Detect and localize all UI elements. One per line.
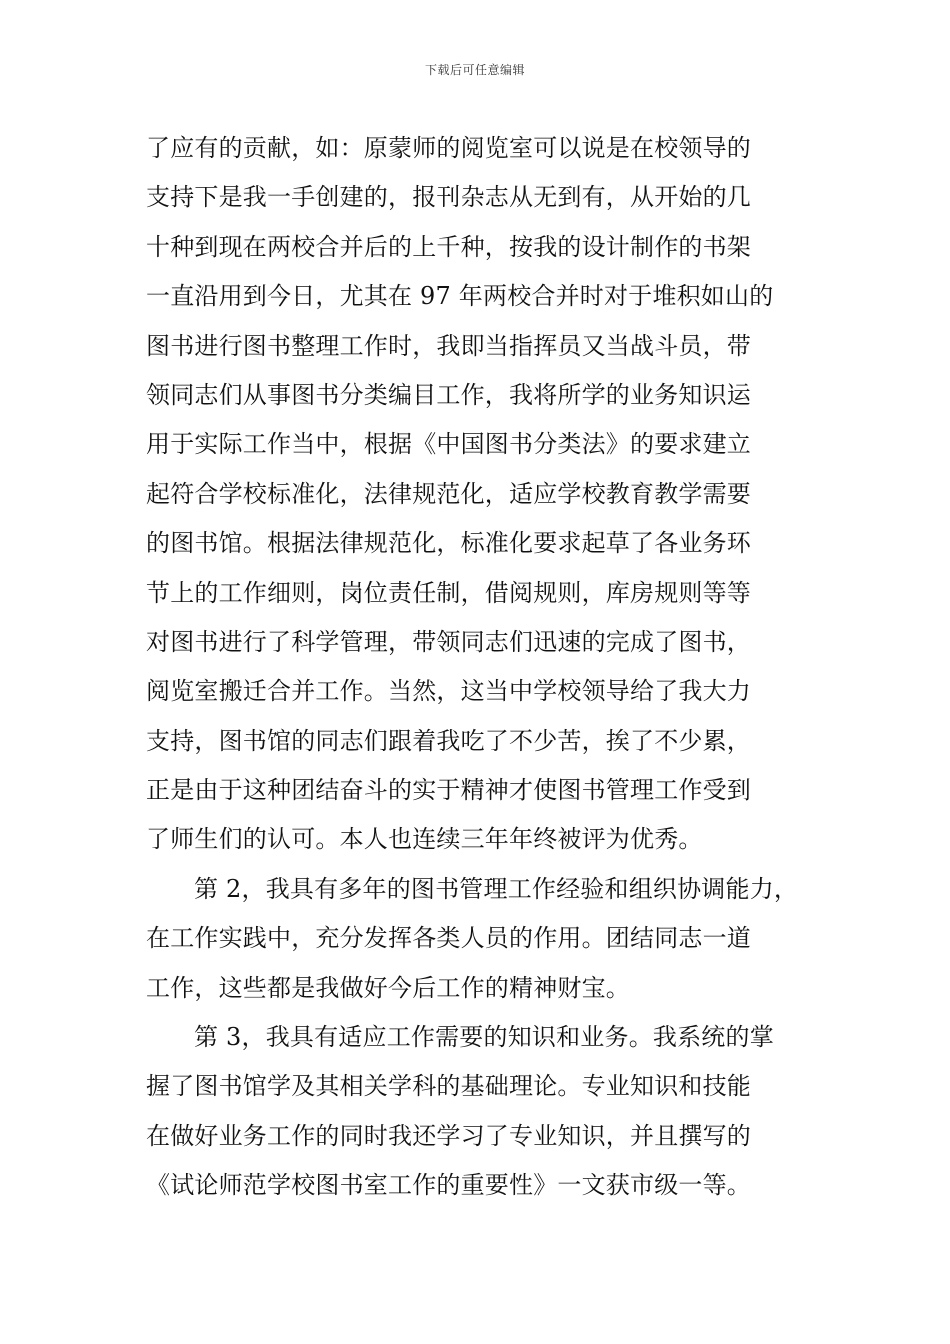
text-line: 图书进行图书整理工作时，我即当指挥员又当战斗员，带 <box>146 331 751 360</box>
text-line: 《试论师范学校图书室工作的重要性》一文获市级一等。 <box>146 1171 751 1200</box>
text-line: 在工作实践中，充分发挥各类人员的作用。团结同志一道 <box>146 924 751 953</box>
text-line: 了师生们的认可。本人也连续三年年终被评为优秀。 <box>146 825 703 854</box>
text-line: 节上的工作细则，岗位责任制，借阅规则，库房规则等等 <box>146 578 751 607</box>
text-line: 工作，这些都是我做好今后工作的精神财宝。 <box>146 973 630 1002</box>
text-line: 十种到现在两校合并后的上千种，按我的设计制作的书架 <box>146 232 751 261</box>
paragraph-start-line: 第 3，我具有适应工作需要的知识和业务。我系统的掌 <box>194 1023 774 1052</box>
text-line: 领同志们从事图书分类编目工作，我将所学的业务知识运 <box>146 380 751 409</box>
text-line: 的图书馆。根据法律规范化，标准化要求起草了各业务环 <box>146 529 751 558</box>
page-header: 下载后可任意编辑 <box>424 63 525 77</box>
paragraph-start-line: 第 2，我具有多年的图书管理工作经验和组织协调能力， <box>194 874 799 903</box>
text-line: 支持，图书馆的同志们跟着我吃了不少苦，挨了不少累， <box>146 726 751 755</box>
text-line: 用于实际工作当中，根据《中国图书分类法》的要求建立 <box>146 430 751 459</box>
document-body <box>146 124 826 1211</box>
text-line: 握了图书馆学及其相关学科的基础理论。专业知识和技能 <box>146 1072 751 1101</box>
text-line: 支持下是我一手创建的，报刊杂志从无到有，从开始的几 <box>146 183 751 212</box>
text-line: 正是由于这种团结奋斗的实于精神才使图书管理工作受到 <box>146 776 751 805</box>
text-line: 在做好业务工作的同时我还学习了专业知识，并且撰写的 <box>146 1121 751 1150</box>
text-line: 阅览室搬迁合并工作。当然，这当中学校领导给了我大力 <box>146 677 751 706</box>
text-line: 了应有的贡献，如：原蒙师的阅览室可以说是在校领导的 <box>146 134 751 162</box>
text-line: 一直沿用到今日，尤其在 97 年两校合并时对于堆积如山的 <box>146 282 774 311</box>
text-line: 对图书进行了科学管理，带领同志们迅速的完成了图书， <box>146 627 751 656</box>
text-line: 起符合学校标准化，法律规范化，适应学校教育教学需要 <box>146 479 751 508</box>
